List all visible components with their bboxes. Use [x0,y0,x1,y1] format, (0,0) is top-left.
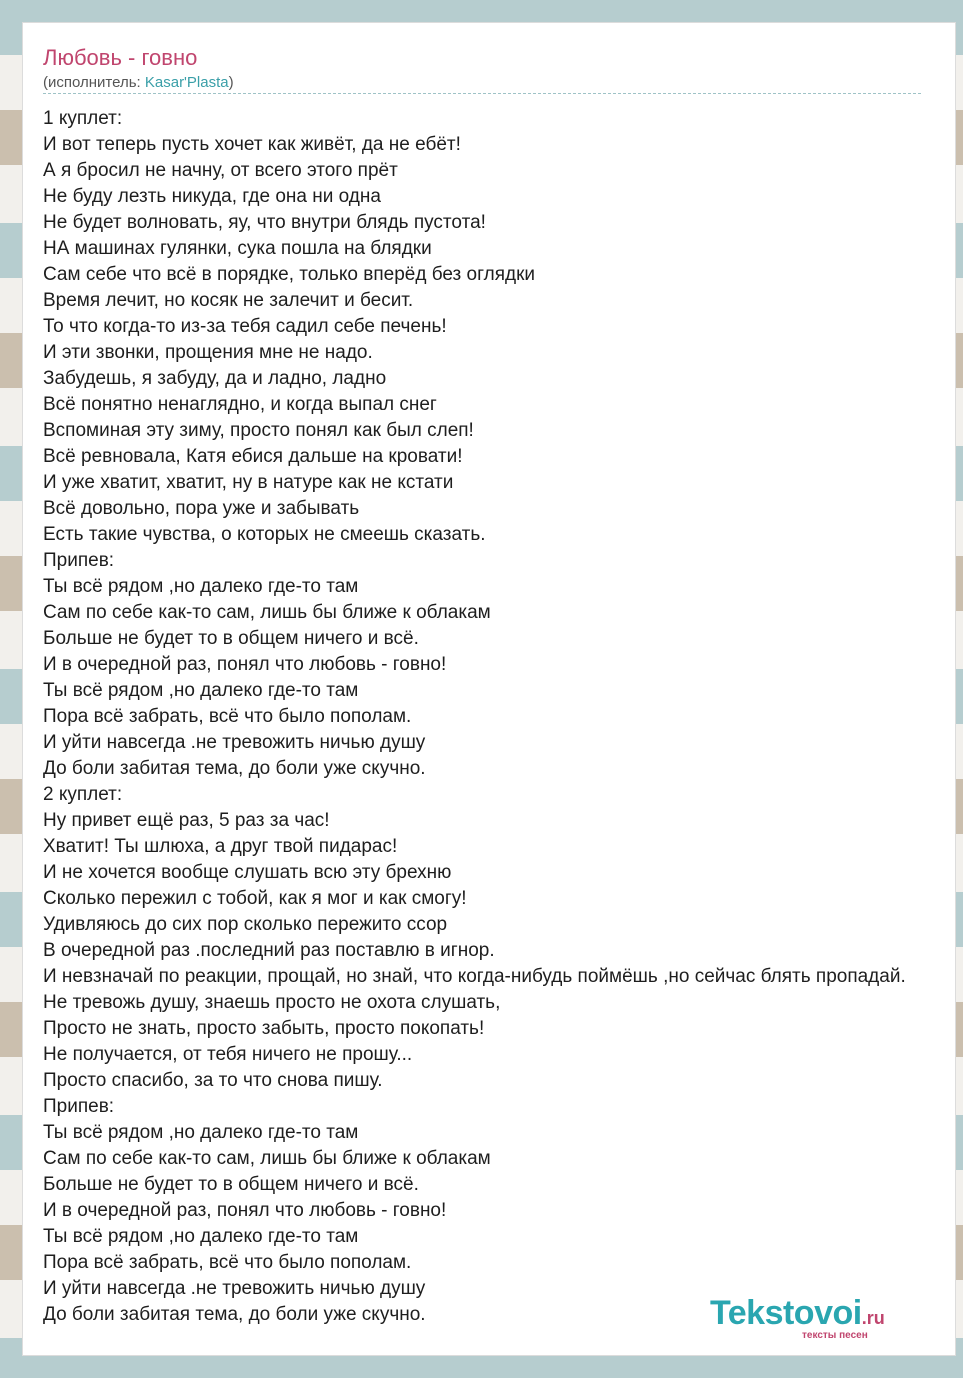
lyric-line: И в очередной раз, понял что любовь - говно! [43,1200,447,1221]
title-divider [43,93,921,94]
lyric-line: Всё понятно ненаглядно, и когда выпал снег [43,394,437,415]
lyric-line: Ты всё рядом ,но далеко где-то там [43,576,359,597]
lyric-line: Хватит! Ты шлюха, а друг твой пидарас! [43,836,398,857]
lyric-line: НА машинах гулянки, сука пошла на блядки [43,238,432,259]
lyric-line: Ты всё рядом ,но далеко где-то там [43,1122,359,1143]
lyric-line: Не тревожь душу, знаешь просто не охота слушать, [43,992,501,1013]
lyric-line: 2 куплет: [43,784,123,805]
lyric-line: И невзначай по реакции, прощай, но знай, что когда-нибудь поймёшь ,но сейчас блять пропадай. [43,966,906,987]
lyric-line: Всё довольно, пора уже и забывать [43,498,360,519]
lyric-line: То что когда-то из-за тебя садил себе печень! [43,316,447,337]
lyric-line: Не будет волновать, яу, что внутри блядь пустота! [43,212,486,233]
lyric-line: Сам по себе как-то сам, лишь бы ближе к облакам [43,1148,491,1169]
lyric-line: И не хочется вообще слушать всю эту брехню [43,862,452,883]
lyric-line: До боли забитая тема, до боли уже скучно. [43,1304,426,1325]
lyric-line: Вспоминая эту зиму, просто понял как был слеп! [43,420,474,441]
lyrics-sheet [22,22,956,1356]
lyric-line: Пора всё забрать, всё что было пополам. [43,706,412,727]
lyric-line: Пора всё забрать, всё что было пополам. [43,1252,412,1273]
lyric-line: Просто спасибо, за то что снова пишу. [43,1070,383,1091]
lyric-line: И уйти навсегда .не тревожить ничью душу [43,1278,426,1299]
lyric-line: Больше не будет то в общем ничего и всё. [43,628,419,649]
lyric-line: Не буду лезть никуда, где она ни одна [43,186,381,207]
site-logo[interactable] [710,1294,885,1341]
lyric-line: И в очередной раз, понял что любовь - говно! [43,654,447,675]
lyric-line: Просто не знать, просто забыть, просто покопать! [43,1018,485,1039]
lyric-line: Удивляюсь до сих пор сколько пережито ссор [43,914,448,935]
lyric-line: И уже хватит, хватит, ну в натуре как не кстати [43,472,454,493]
lyric-line: В очередной раз .последний раз поставлю в игнор. [43,940,495,961]
lyric-line: До боли забитая тема, до боли уже скучно. [43,758,426,779]
lyric-line: Ты всё рядом ,но далеко где-то там [43,1226,359,1247]
lyrics-text [43,106,956,1328]
lyric-line: Сам себе что всё в порядке, только вперёд без оглядки [43,264,535,285]
lyric-line: Время лечит, но косяк не залечит и бесит. [43,290,414,311]
lyric-line: 1 куплет: [43,108,123,129]
lyric-line: Больше не будет то в общем ничего и всё. [43,1174,419,1195]
lyric-line: И эти звонки, прощения мне не надо. [43,342,373,363]
lyric-line: Сам по себе как-то сам, лишь бы ближе к облакам [43,602,491,623]
lyric-line: Ну привет ещё раз, 5 раз за час! [43,810,330,831]
lyric-line: Ты всё рядом ,но далеко где-то там [43,680,359,701]
lyric-line: Забудешь, я забуду, да и ладно, ладно [43,368,387,389]
song-title: Любовь - говно [43,45,198,70]
lyric-line: И вот теперь пусть хочет как живёт, да не ебёт! [43,134,461,155]
lyric-line: Есть такие чувства, о которых не смеешь сказать. [43,524,486,545]
lyric-line: И уйти навсегда .не тревожить ничью душу [43,732,426,753]
lyric-line: Не получается, от тебя ничего не прошу... [43,1044,413,1065]
logo-tagline: тексты песен [802,1330,868,1341]
artist-byline [43,74,234,92]
artist-link[interactable]: Kasar'Plasta [144,74,229,91]
byline-suffix: ) [228,74,234,91]
lyric-line: Припев: [43,550,115,571]
logo-name: Tekstovoi [710,1294,862,1332]
lyric-line: Сколько пережил с тобой, как я мог и как смогу! [43,888,467,909]
lyric-line: Припев: [43,1096,115,1117]
lyric-line: Всё ревновала, Катя ебися дальше на кровати! [43,446,463,467]
logo-tld: .ru [861,1308,885,1328]
lyric-line: А я бросил не начну, от всего этого прёт [43,160,398,181]
byline-prefix: (исполнитель: [43,74,145,91]
